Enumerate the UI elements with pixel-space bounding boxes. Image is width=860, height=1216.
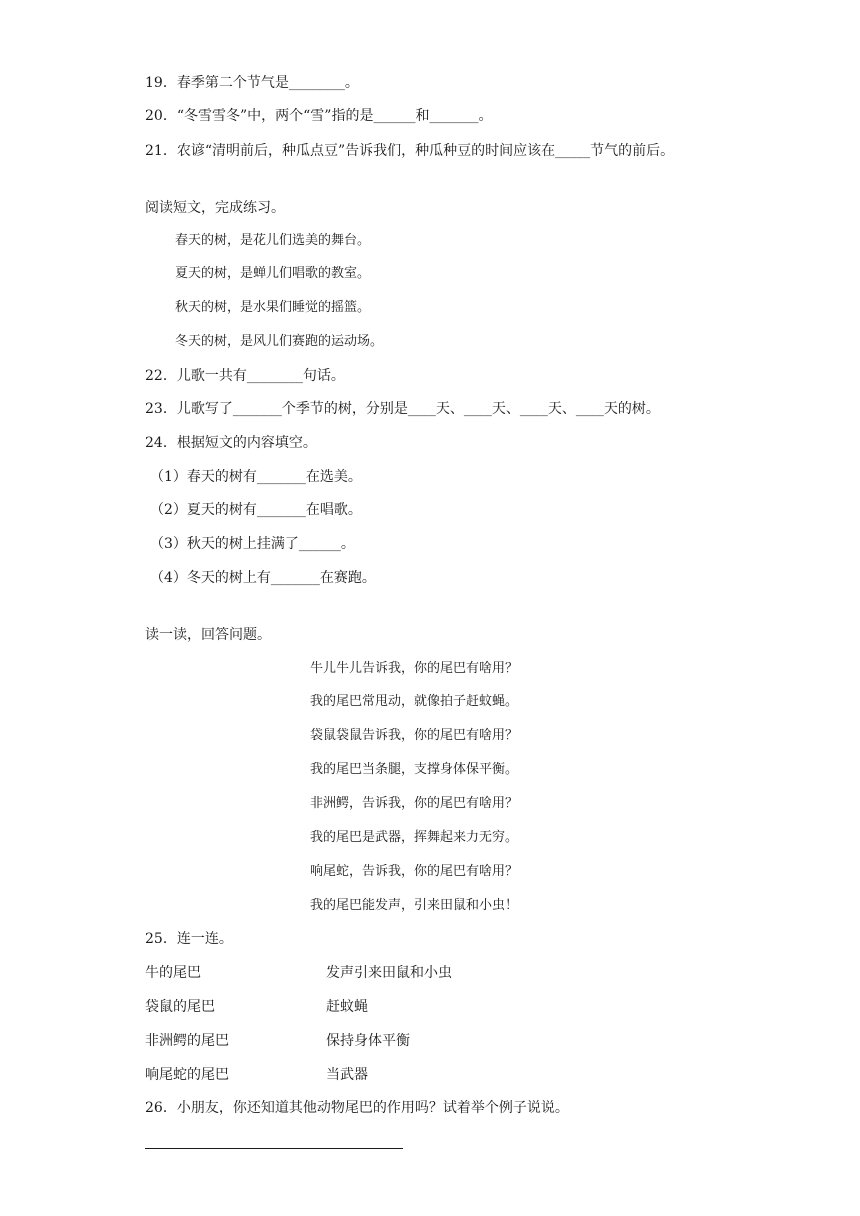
question-20: 20．“冬雪雪冬”中，两个“雪”指的是______和_______。 [145, 108, 493, 124]
passage1-line: 秋天的树，是水果们睡觉的摇篮。 [175, 300, 371, 315]
match-left-item: 袋鼠的尾巴 [145, 999, 215, 1015]
passage2-line: 我的尾巴常甩动，就像拍子赶蚊蝇。 [310, 694, 519, 709]
match-left-item: 牛的尾巴 [145, 965, 201, 981]
question-23: 23．儿歌写了_______个季节的树，分别是____天、____天、____天、____天的树。 [145, 401, 660, 417]
passage2-line: 非洲鳄，告诉我，你的尾巴有啥用？ [310, 796, 519, 811]
passage2-intro: 读一读，回答问题。 [145, 627, 271, 643]
passage2-line: 我的尾巴是武器，挥舞起来力无穷。 [310, 830, 519, 845]
passage2-line: 袋鼠袋鼠告诉我，你的尾巴有啥用？ [310, 728, 519, 743]
question-24-item: （2）夏天的树有_______在唱歌。 [150, 502, 362, 518]
question-25: 25．连一连。 [145, 931, 233, 947]
passage1-line: 冬天的树，是风儿们赛跑的运动场。 [175, 334, 384, 349]
match-right-item: 当武器 [326, 1067, 368, 1083]
passage1-intro: 阅读短文，完成练习。 [145, 200, 285, 216]
question-24-item: （3）秋天的树上挂满了______。 [150, 536, 355, 552]
question-22: 22．儿歌一共有________句话。 [145, 368, 345, 384]
passage1-line: 夏天的树，是蝉儿们唱歌的教室。 [175, 266, 371, 281]
answer-line[interactable] [145, 1148, 403, 1149]
match-left-item: 响尾蛇的尾巴 [145, 1067, 229, 1083]
passage1-line: 春天的树，是花儿们选美的舞台。 [175, 233, 371, 248]
match-right-item: 保持身体平衡 [326, 1033, 410, 1049]
match-right-item: 赶蚊蝇 [326, 999, 368, 1015]
question-26: 26．小朋友，你还知道其他动物尾巴的作用吗？试着举个例子说说。 [145, 1100, 569, 1116]
passage2-line: 我的尾巴能发声，引来田鼠和小虫！ [310, 898, 519, 913]
passage2-line: 我的尾巴当条腿，支撑身体保平衡。 [310, 762, 519, 777]
question-24: 24．根据短文的内容填空。 [145, 435, 317, 451]
question-24-item: （1）春天的树有_______在选美。 [150, 469, 362, 485]
question-24-item: （4）冬天的树上有_______在赛跑。 [150, 570, 376, 586]
match-left-item: 非洲鳄的尾巴 [145, 1033, 229, 1049]
question-21: 21．农谚“清明前后，种瓜点豆”告诉我们，种瓜种豆的时间应该在_____节气的前后。 [145, 143, 675, 159]
match-right-item: 发声引来田鼠和小虫 [326, 965, 452, 981]
passage2-line: 响尾蛇，告诉我，你的尾巴有啥用？ [310, 864, 519, 879]
question-19: 19．春季第二个节气是________。 [145, 75, 359, 91]
passage2-line: 牛儿牛儿告诉我，你的尾巴有啥用？ [310, 661, 519, 676]
